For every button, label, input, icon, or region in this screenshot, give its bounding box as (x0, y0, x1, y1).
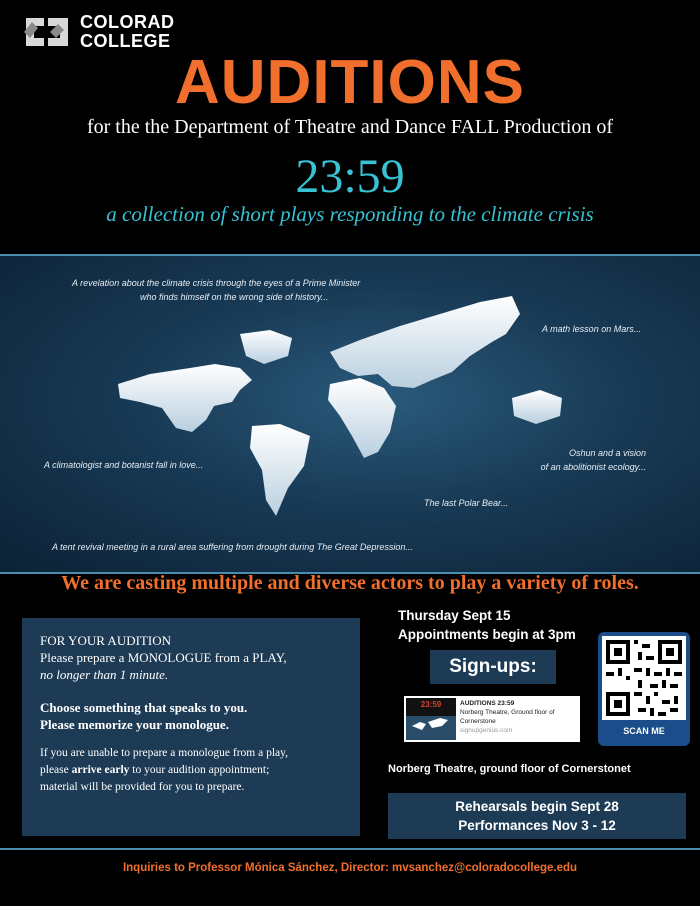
dates-box (388, 793, 686, 839)
signup-card-title: AUDITIONS 23:59 (460, 700, 515, 707)
signup-card-venue: Norberg Theatre, Ground floor of Cornerstone (460, 709, 555, 725)
signups-heading: Sign-ups: (430, 650, 556, 684)
casting-statement: We are casting multiple and diverse actors to play a variety of roles. (61, 572, 639, 594)
venue-text: Norberg Theatre, ground floor of Cornerstonet (388, 763, 631, 775)
caption-line: who finds himself on the wrong side of history... (140, 292, 329, 302)
caption-oshun (526, 446, 646, 474)
thumbnail-title: 23:59 (420, 700, 442, 709)
qr-code-icon (602, 636, 686, 720)
tagline: a collection of short plays responding to the climate crisis (106, 202, 594, 226)
play-title: 23:59 (295, 150, 405, 203)
audition-heading: FOR YOUR AUDITION (40, 633, 171, 648)
divider (0, 848, 700, 850)
college-logo-icon (20, 12, 74, 52)
audition-instructions-box (22, 618, 360, 836)
audition-date: Thursday Sept 15 (398, 608, 511, 623)
alt-line-3: material will be provided for you to prepare. (40, 781, 245, 793)
signup-thumbnail (406, 698, 456, 740)
alt-line-2 (40, 762, 350, 779)
audition-line-2: no longer than 1 minute. (40, 667, 169, 682)
signup-card-url: signupgenius.com (460, 727, 513, 734)
caption-line: A revelation about the climate crisis through the eyes of a Prime Minister (72, 278, 361, 288)
arrive-early-text: arrive early (71, 764, 130, 776)
caption-mars: A math lesson on Mars... (542, 324, 642, 334)
alt-line-1: If you are unable to prepare a monologue from a play, (40, 747, 289, 759)
alt-post: to your audition appointment; (129, 764, 270, 776)
logo-line-1: COLORAD (80, 12, 175, 32)
appointment-time: Appointments begin at 3pm (398, 627, 576, 642)
performances-text: Performances Nov 3 - 12 (458, 818, 616, 833)
audition-line-1: Please prepare a MONOLOGUE from a PLAY, (40, 650, 287, 665)
thumbnail-map-icon (406, 698, 456, 740)
headline: AUDITIONS (175, 48, 525, 117)
caption-polar-bear: The last Polar Bear... (424, 498, 509, 508)
subhead: for the the Department of Theatre and Dance FALL Production of (86, 116, 614, 138)
caption-prime-minister (72, 276, 360, 304)
signup-card[interactable] (404, 696, 580, 742)
qr-code[interactable] (598, 632, 690, 746)
college-wordmark (80, 13, 175, 51)
choose-text: Choose something that speaks to you. (40, 700, 248, 715)
caption-climatologist: A climatologist and botanist fall in love... (44, 460, 204, 470)
inquiry-text: Inquiries to Professor Mónica Sánchez, Director: mvsanchez@coloradocollege.edu (122, 862, 578, 874)
caption-tent-revival: A tent revival meeting in a rural area suffering from drought during The Great Depression... (52, 542, 413, 552)
signup-card-text (460, 699, 578, 735)
caption-line: of an abolitionist ecology... (540, 462, 646, 472)
schedule-info (398, 606, 576, 644)
memorize-text: Please memorize your monologue. (40, 717, 229, 732)
alt-pre: please (40, 764, 72, 776)
logo-line-2: COLLEGE (80, 31, 171, 51)
rehearsals-text: Rehearsals begin Sept 28 (455, 799, 619, 814)
world-map-image (0, 254, 700, 574)
scan-me-label: SCAN ME (623, 726, 665, 736)
caption-line: Oshun and a vision (568, 448, 646, 458)
